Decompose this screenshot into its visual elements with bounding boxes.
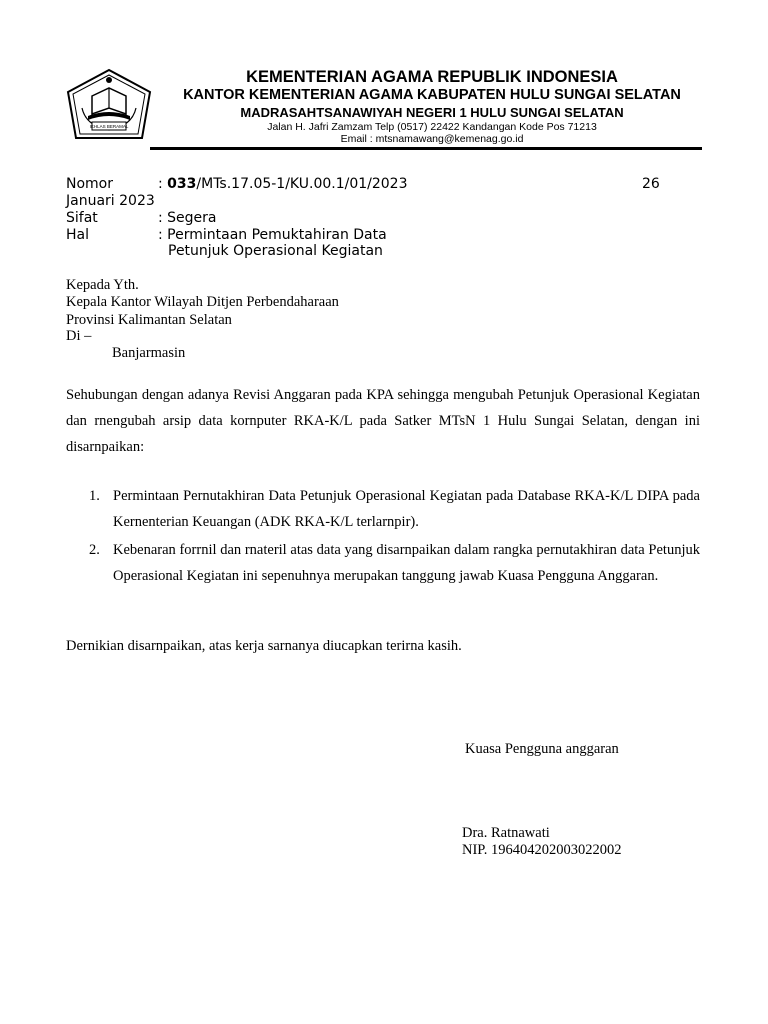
hal-value-2: Petunjuk Operasional Kegiatan [168,243,383,259]
nomor-number: 033 [167,176,197,192]
sifat-label: Sifat [66,210,98,226]
sifat-value: : Segera [158,210,217,226]
recipient-line-3: Provinsi Kalimantan Selatan [66,312,232,328]
letter-date-day: 26 [642,176,660,192]
list-item-text: Permintaan Pernutakhiran Data Petunjuk Operasional Kegiatan pada Database RKA-K/L DIPA pada Kernenterian Keuangan (ADK RKA-K/L terlarnpir). [113,488,700,530]
request-list [66,483,700,591]
signature-title: Kuasa Pengguna anggaran [465,741,619,757]
hal-value-1: : Permintaan Pemuktahiran Data [158,227,387,243]
list-item-number: 1. [89,488,100,504]
letterhead-ministry: KEMENTERIAN AGAMA REPUBLIK INDONESIA [246,68,618,86]
nomor-label: Nomor [66,176,113,192]
nomor-code: /MTs.17.05-1/KU.00.1/01/2023 [196,176,408,192]
svg-text:IKHLAS BERAMAL: IKHLAS BERAMAL [89,124,129,129]
letter-date-rest: Januari 2023 [66,193,155,209]
hal-label: Hal [66,227,89,243]
letterhead-divider [150,147,702,150]
recipient-line-2: Kepala Kantor Wilayah Ditjen Perbendaharaan [66,294,339,310]
nomor-sep: : [158,176,163,192]
list-item-number: 2. [89,542,100,558]
intro-paragraph: Sehubungan dengan adanya Revisi Anggaran pada KPA sehingga mengubah Petunjuk Operasional Kegiatan dan rnengubah arsip data kornputer RKA-K/L pada Satker MTsN 1 Hulu Sungai Selatan, dengan ini disarnpaikan: [66,387,700,455]
list-item [66,537,700,589]
nomor-value [158,176,408,193]
signature-name: Dra. Ratnawati [462,825,550,841]
letterhead-office: KANTOR KEMENTERIAN AGAMA KABUPATEN HULU SUNGAI SELATAN [183,87,681,103]
list-item-text: Kebenaran forrnil dan rnateril atas data yang disarnpaikan dalam rangka pernutakhiran data Petunjuk Operasional Kegiatan ini sepenuhnya merupakan tanggung jawab Kuasa Pengguna Anggaran. [113,542,700,584]
closing-paragraph: Dernikian disarnpaikan, atas kerja sarnanya diucapkan terirna kasih. [66,638,462,654]
recipient-line-4: Di – [66,328,92,344]
kemenag-logo [64,68,154,146]
letterhead-email: Email : mtsnamawang@kemenag.go.id [340,133,524,145]
signature-nip: NIP. 196404202003022002 [462,842,622,858]
letterhead-school: MADRASAHTSANAWIYAH NEGERI 1 HULU SUNGAI SELATAN [240,105,624,120]
list-item [66,483,700,535]
recipient-city: Banjarmasin [112,345,186,361]
recipient-line-1: Kepada Yth. [66,277,139,293]
letterhead-address: Jalan H. Jafri Zamzam Telp (0517) 22422 Kandangan Kode Pos 71213 [267,121,597,133]
